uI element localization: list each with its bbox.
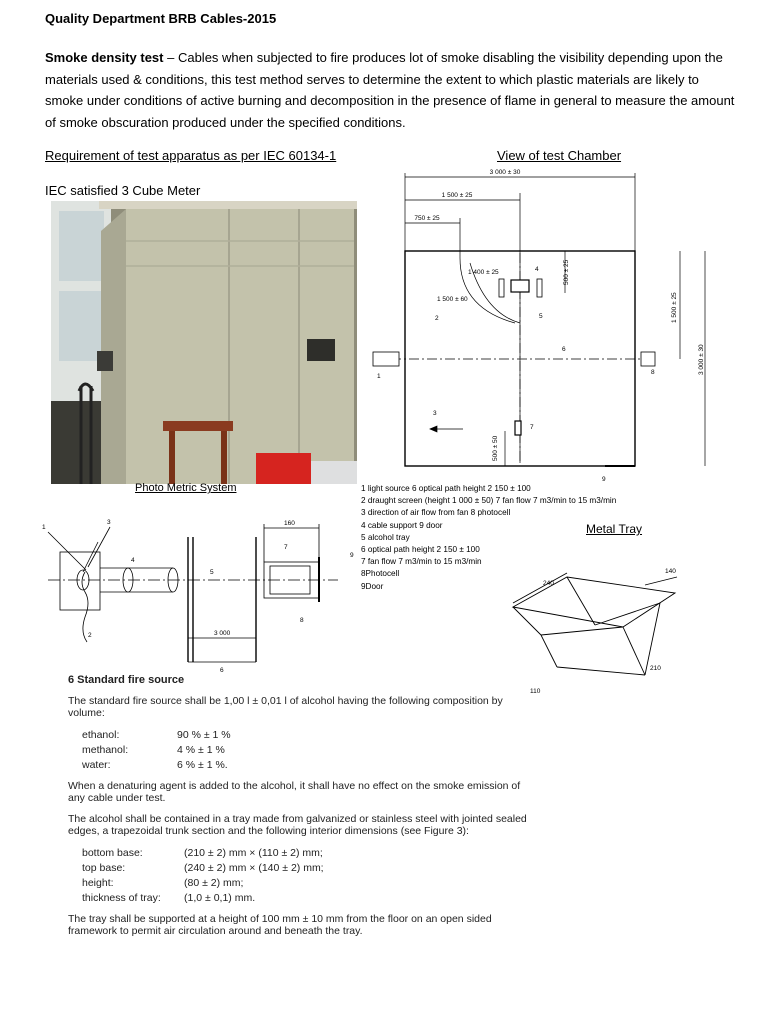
dim-500-upper: 500 ± 25: [563, 259, 570, 285]
standard-p1: The standard fire source shall be 1,00 l ± 0,01 l of alcohol having the following composition by volume:: [68, 695, 503, 719]
legend-line: 1 light source 6 optical path height 2 150 ± 100: [361, 484, 531, 493]
legend-line: 9Door: [361, 581, 384, 591]
label-4: 4: [535, 266, 539, 273]
composition-name: water:: [82, 759, 111, 771]
label-5: 5: [539, 313, 543, 320]
standard-section: [68, 674, 538, 947]
label-9: 9: [602, 476, 606, 483]
cable-support-box: [537, 279, 542, 297]
dimension-value: (1,0 ± 0,1) mm.: [184, 892, 256, 904]
opt-label-6: 6: [220, 667, 224, 674]
dimension-value: (240 ± 2) mm × (140 ± 2) mm;: [184, 862, 324, 874]
legend-line: 3 direction of air flow from fan 8 photocell: [361, 508, 511, 518]
opt-dim-3000: 3 000: [214, 630, 231, 637]
opt-label-4: 4: [131, 557, 135, 564]
opt-label-1: 1: [42, 524, 46, 531]
standard-p3: The alcohol shall be contained in a tray made from galvanized or stainless steel with jointed sealed edges, a trapezoidal trunk section and the following interior dimensions (see Figure 3):: [68, 813, 527, 837]
chamber-schematic: [365, 163, 715, 488]
legend-line: 5 alcohol tray: [361, 532, 410, 542]
standard-p2: When a denaturing agent is added to the alcohol, it shall have no effect on the smoke emission of any cable under test.: [68, 780, 521, 804]
standard-p4: The tray shall be supported at a height of 100 mm ± 10 mm from the floor on an open sided framework to permit air circulation around and beneath the tray.: [68, 913, 492, 937]
tray-dim-140: 140: [665, 568, 676, 575]
label-3: 3: [433, 410, 437, 417]
light-source-box: [373, 352, 399, 366]
legend-line: 4 cable support 9 door: [361, 520, 443, 530]
alcohol-tray-box: [511, 280, 529, 292]
metal-tray-heading: Metal Tray: [586, 522, 643, 536]
opt-label-2: 2: [88, 632, 92, 639]
composition-name: methanol:: [82, 744, 129, 756]
label-1: 1: [377, 373, 381, 380]
opt-label-5: 5: [210, 569, 214, 576]
dim-half: 1 500 ± 25: [441, 192, 473, 199]
dimension-list: [82, 847, 538, 904]
dimension-value: (210 ± 2) mm × (110 ± 2) mm;: [184, 847, 323, 859]
label-6: 6: [562, 346, 566, 353]
dim-total: 3 000 ± 30: [489, 169, 521, 176]
dim-arc-1400: 1 400 ± 25: [468, 269, 499, 276]
opt-dim-160: 160: [284, 520, 295, 527]
dimension-name: top base:: [82, 862, 126, 874]
fan-box: [515, 421, 521, 435]
requirement-heading: Requirement of test apparatus as per IEC 60134-1: [45, 148, 337, 163]
iec-satisfied-label: IEC satisfied 3 Cube Meter: [45, 183, 201, 198]
intro-text: – Cables when subjected to fire produces lot of smoke disabling the visibility depending upon the materials used & conditions, this test method serves to determine the extent to which plastic materials are likely to smoke under conditions of active burning and decomposition in the presence of flame in general to measure the amount of smoke obscuration produced under the specified conditions.: [45, 50, 735, 130]
standard-heading: 6 Standard fire source: [68, 674, 185, 686]
optical-schematic: [38, 512, 358, 677]
opt-label-3: 3: [107, 519, 111, 526]
dimension-value: (80 ± 2) mm;: [184, 877, 244, 889]
legend-line: 8Photocell: [361, 569, 400, 579]
composition-value: 4 % ± 1 %: [177, 744, 225, 756]
label-8: 8: [651, 369, 655, 376]
tray-dim-240: 240: [543, 580, 554, 587]
legend-line: 6 optical path height 2 150 ± 100: [361, 545, 480, 555]
legend-line: 2 draught screen (height 1 000 ± 50) 7 fan flow 7 m3/min to 15 m3/min: [361, 496, 617, 506]
photocell-box: [641, 352, 655, 366]
composition-value: 6 % ± 1 %.: [177, 759, 228, 771]
label-7: 7: [530, 424, 534, 431]
photo-caption: Photo Metric System: [135, 482, 237, 494]
composition-value: 90 % ± 1 %: [177, 729, 231, 741]
cable-support-box-left: [499, 279, 504, 297]
dimension-name: height:: [82, 877, 114, 889]
tray-dim-110: 110: [530, 688, 541, 695]
dimension-name: thickness of tray:: [82, 892, 161, 904]
intro-lead: Smoke density test: [45, 50, 164, 65]
intro-paragraph: [45, 47, 735, 133]
label-2: 2: [435, 315, 439, 322]
opt-label-8: 8: [300, 617, 304, 624]
legend-line: 7 fan flow 7 m3/min to 15 m3/min: [361, 557, 482, 567]
dim-right-3000: 3 000 ± 30: [698, 344, 705, 375]
composition-name: ethanol:: [82, 729, 120, 741]
dim-arc-1500: 1 500 ± 60: [437, 296, 468, 303]
chamber-photo-drawing: [51, 201, 357, 484]
chamber-photo: [51, 201, 357, 484]
opt-label-9: 9: [350, 552, 354, 559]
tray-dim-210: 210: [650, 665, 661, 672]
dimension-name: bottom base:: [82, 847, 143, 859]
dim-right-1500: 1 500 ± 25: [671, 292, 678, 323]
composition-list: [82, 729, 538, 771]
chamber-view-heading: View of test Chamber: [497, 148, 622, 163]
dim-500-lower: 500 ± 50: [492, 435, 499, 461]
dim-quarter: 750 ± 25: [414, 215, 440, 222]
opt-label-7: 7: [284, 544, 288, 551]
document-title: Quality Department BRB Cables-2015: [45, 11, 277, 26]
